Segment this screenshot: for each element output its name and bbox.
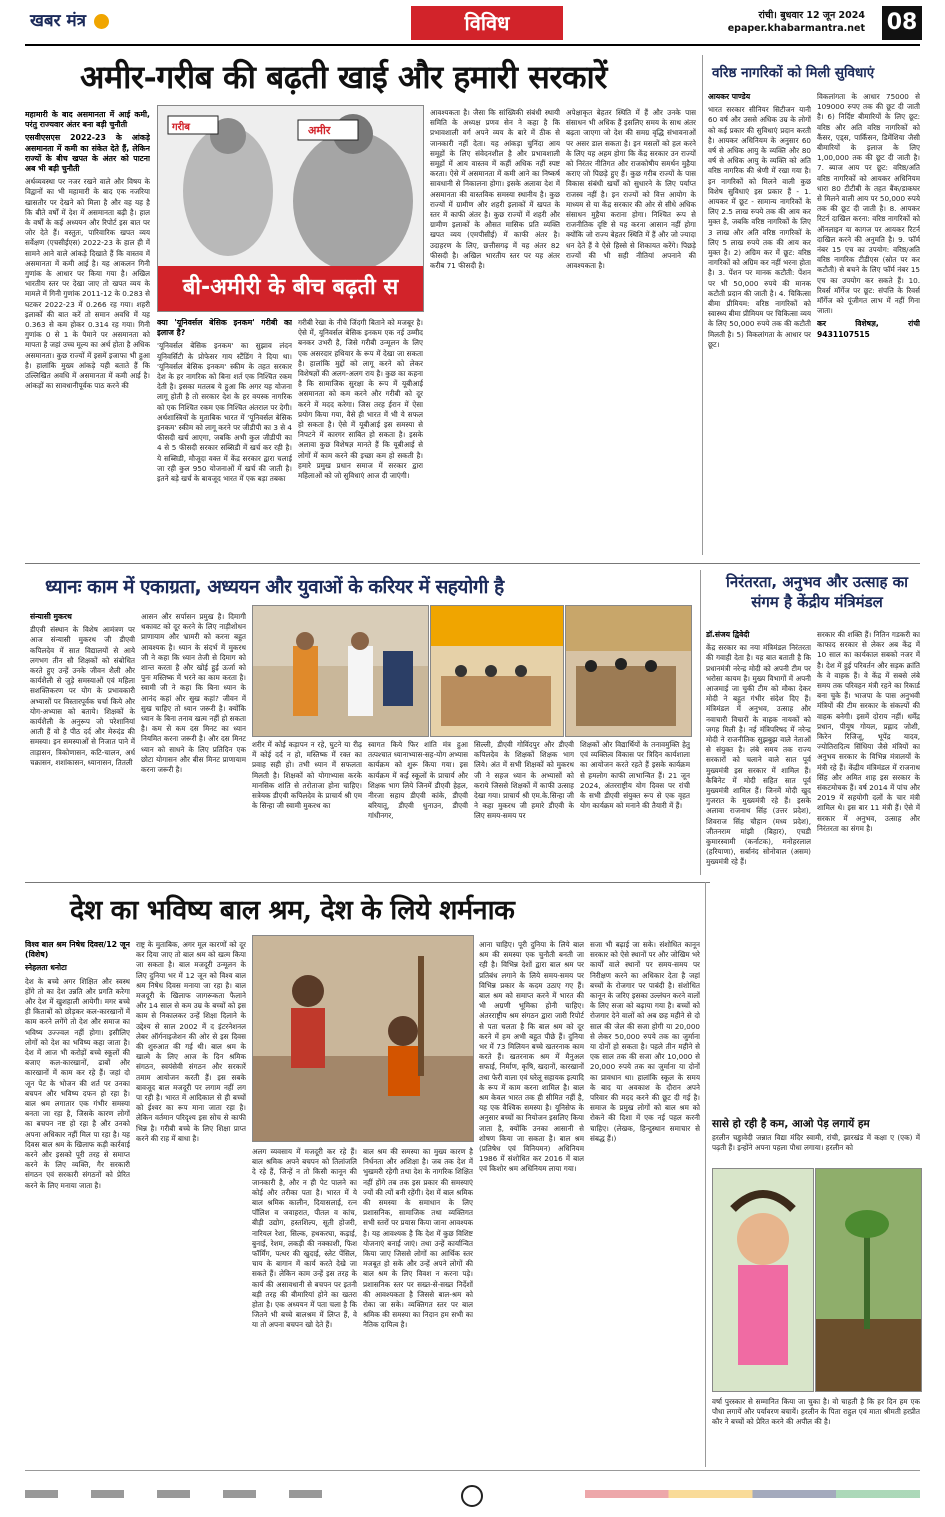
header-rule: [25, 44, 920, 46]
story3-col5-text: आना चाहिए। पूरी दुनिया के लिये बाल श्रम की समस्या एक चुनौती बनती जा रही है। विभिन्न देशों द्वारा बाल श्रम पर प्रतिबंध लगाने के लिये समय-समय पर विभिन्न प्रकार के कदम उठाए गए हैं। बाल श्रम को समाप्त करने में भारत की भी अग्रणी भूमिका होनी चाहिए। अंतरराष्ट्रीय श्रम संगठन द्वारा जारी रिपोर्ट से पता चलता है कि बाल श्रम को दूर करने में हम अभी बहुत पीछे हैं। दुनिया भर में 73 मिलियन बच्चे खतरनाक काम करते हैं। खतरनाक श्रम में मैनुअल सफाई, निर्माण, कृषि, खदानों, कारखानों तथा फेरी वाला एवं घरेलू सहायक इत्यादि के रूप में काम करना शामिल है। बाल श्रम केवल भारत तक ही सीमित नहीं है, यह एक वैश्विक समस्या है। यूनिसेफ के अनुसार बच्चों का नियोजन इसलिए किया जाता है, क्योंकि उनका आसानी से शोषण किया जा सकता है। बाल श्रम (प्रतिषेध एवं विनियमन) अधिनियम 1986 में संशोधित कर 2016 में बाल एवं किशोर श्रम अधिनियम लाया गया।: [479, 940, 584, 1174]
sidebar2-colB: [817, 630, 920, 875]
story1-deck2: एसवीएसएस 2022-23 के आंकड़े असमानता में कमी का संकेत देते हैं, लेकिन राज्यों के बीच खपत के अंतर को पाटना अब भी बड़ी चुनौती: [25, 133, 150, 174]
story3-headline: देश का भविष्य बाल श्रम, देश के लिये शर्मनाक: [70, 895, 515, 926]
story1-col5-text: अपेक्षाकृत बेहतर स्थिति में हैं और उनके पास संसाधन भी अधिक हैं इसलिए समय के साथ अंतर बढ़ता जाएगा जो देश की समग्र वृद्धि संभावनाओं पर असर डाल सकता है। इन मसलों को हल करने के लिए यह अहम होगा कि केंद्र सरकार उन राज्यों को निरंतर नीतिगत और राजकोषीय समर्थन मुहैया कराए जो पिछड़े हुए हैं। कुछ गरीब राज्यों के पास विकास संबंधी खर्चों को सुधारने के लिए पर्याप्त राजस्व नहीं है। इन राज्यों को वित्त आयोग के माध्यम से या केंद्र सरकार की ओर से सीधे अधिक संसाधन मुहैया कराना होगा। निश्चित रूप से राजनीतिक दृष्टि से यह करना आसान नहीं होगा क्योंकि जो राज्य बेहतर स्थिति में हैं और जो ज्यादा धन देते हैं वे ऐसे हिस्से से शिकायत करेंगे। पिछड़े राज्यों की भी सही नीतियां अपनाने की आवश्यकता है।: [566, 108, 696, 271]
story3-col2: [136, 940, 246, 1465]
story2-photo-seminar: [252, 605, 429, 737]
sidebar2-colB-text: सरकार की शक्ति हैं। नितिन गडकरी का काफाद सरकार से लेकर अब केंद्र में 10 साल का कार्यकाल सबको नजर में है। देश में हुई परिवर्तन और सड़क क्रांति के वे वाहक हैं। वे केंद्र में सबसे लंबे समय तक परिवहन मंत्री रहने का रिकार्ड बना चुके हैं। भाजपा के पास अनुभवी मंत्रियों की टीम सरकार के संकल्पों की वाहक बनेगी। इसमें दोराय नहीं। धर्मेंद्र प्रधान, पीयूष गोयल, प्रह्लाद जोशी, किरेन रिजिजू, भूपेंद्र यादव, ज्योतिरादित्य सिंधिया जैसे मंत्रियों का अनुभव सरकार के विभिन्न मंत्रालयों के मंत्री रहे हैं। केंद्रीय मंत्रिमंडल में राजनाथ सिंह और अमित शाह इस सरकार के संकटमोचक हैं। वर्ष 2014 में पांच और 2019 में सहयोगी दलों के चार मंत्री शामिल थे। इस बार 11 मंत्री हैं। ऐसे में सरकार में अनुभव, उत्साह और निरंतरता का संगम है।: [817, 630, 920, 833]
child-labour-photo-illustration: [253, 936, 473, 1141]
story3-col3-text: अलग व्यवसाय में मजदूरी कर रहे हैं। बाल श्रमिक अपने बचपन को तिलांजलि दे रहे हैं, जिन्हें न तो किसी कानून की जानकारी है, और न ही पेट पालने का कोई और तरीका पता है। भारत में ये बाल श्रमिक कालीन, दियासलाई, रत्न पॉलिश व जवाहरात, पीतल व कांच, बीड़ी उद्योग, हस्तशिल्प, सूती होजरी, नारियल रेशा, सिल्क, हथकरघा, कढ़ाई, बुनाई, रेशम, लकड़ी की नक्काशी, फिश फॉर्मिंग, पत्थर की खुदाई, स्लेट पेंसिल, चाय के बागान में कार्य करते देखे जा सकते हैं। लेकिन काम उन्हें इस तरह के कार्य की असावधानी से बचपन पर इतनी बड़ी तरह की बीमारियां होने का खतरा होता है। एक अध्ययन में पता चला है कि जितने भी बच्चे बालश्रम में लिप्त हैं, वे या तो अपना बचपन खो देते हैं।: [252, 1147, 357, 1330]
seminar-photo-illustration: [253, 606, 428, 736]
logo: [30, 8, 140, 36]
section-tag: [411, 6, 563, 40]
sidebar1-signature: कर विशेषज्ञ, रांची 9431107515: [817, 319, 920, 339]
story3-col6: [590, 940, 700, 1465]
cartoon-tag-rich: अमीर: [308, 124, 331, 137]
registration-target-icon: [461, 1485, 483, 1507]
story2-col6-text: शिक्षकों और विद्यार्थियों के तनावमुक्ति हेतु एवं व्यक्तित्व विकास पर त्रिदिन कार्यशाला का आयोजन करते रहते हैं इसके कार्यक्रम से हमलोग काफी लाभान्वित हैं। 21 जून 2024, अंतरराष्ट्रीय योग दिवस पर रांची के सभी डीएवी संयुक्त रूप से एक वृहत योग कार्यक्रम को मनाने की तैयारी में हैं।: [580, 740, 690, 811]
story1-col2-text: 'यूनिवर्सल बेसिक इनकम' का सुझाव लंदन यूनिवर्सिटी के प्रोफेसर गाय स्टैंडिंग ने दिया था। 'यूनिवर्सल बेसिक इनकम' स्कीम के तहत सरकार देश के हर नागरिक को बिना शर्त एक निश्चित रकम देती है। इसका मतलब ये हुआ कि अगर यह योजना लागू होती है तो सरकार देश के हर वयस्क नागरिक को एक निश्चित रकम एक निश्चित अंतराल पर देगी। अर्थशास्त्रियों के मुताबिक भारत में 'यूनिवर्सल बेसिक इनकम' स्कीम को लागू करने पर जीडीपी का 3 से 4 फीसदी खर्च आएगा, जबकि अभी कुल जीडीपी का 4 से 5 फीसदी सरकार सब्सिडी में खर्च कर रही है। ये सब्सिडी, मौजूदा वक्त में केंद्र सरकार द्वारा चलाई जा रही कुल 950 योजनाओं में खर्च की जाती है। इतने बड़े खर्च के बावजूद भारत में एक बड़ा तबका: [157, 341, 292, 484]
story2-col2-text: आसन और सर्पासन प्रमुख है। दिमागी थकावट को दूर करने के लिए नाड़ीशोधन प्राणायाम और भ्रामरी को करना बहुत आवश्यक है। ध्यान के संदर्भ में मुकरथ जी ने कहा कि ध्यान तेजी से दिमाग को शान्त करता है और खोई हुई ऊर्जा को पुनः मस्तिष्क में भरने का काम करता है। स्वामी जी ने कहा कि बिना ध्यान के आनंद कहां और सुख कहां? जीवन में सुख चाहिए तो ध्यान जरूरी है। क्योंकि ध्यान के बिना तनाव खत्म नहीं हो सकता है। कम से कम दस मिनट का ध्यान नियमित करना जरूरी है। और दस मिनट ध्यान को साधने के लिए प्रतिदिन एक छोटा योगासन और बीस मिनट प्राणायाम करना जरूरी है।: [141, 612, 246, 775]
sidebar3-text: [712, 1133, 920, 1165]
sidebar3-caption-text: वर्षा पुरस्कार से सम्मानित किया जा चुका है। वो चाहती है कि हर दिन हम एक पौधा लगायें और पर्यावरण बचायें। हरलीन के पिता राहुल एवं माता श्रीमती हरप्रीत कौर ने बच्चों को प्रेरित करने की अपील की है।: [712, 1397, 920, 1427]
story2-headline: ध्यानः काम में एकाग्रता, अध्ययन और युवाओं के करियर में सहयोगी है: [45, 576, 504, 598]
sidebar3-headline: सासे हो रही है कम, आओ पेड़ लगायें हम: [712, 1118, 870, 1130]
sidebar2-colA-text: केंद्र सरकार का नया मंत्रिमंडल निरंतरता की गवाही देता है। यह बात बताती है कि प्रधानमंत्री नरेन्द्र मोदी को अपनी टीम पर भरोसा कायम है। मुख्य विभागों में अपनी आजमाई जा चुकी टीम को मौका देकर मोदी ने बहुत गंभीर संदेश दिए हैं। मंत्रिमंडल में अनुभव, उत्साह और नवाचारी विचारों के वाहक नायकों को जगह मिली है। नई मंत्रिपरिषद में नरेन्द्र मोदी ने राजनीतिक सुझबुझ वाले नेताओं से संयुक्त है। लंबे समय तक राज्य सरकारों को चलाने वाले सात पूर्व मुख्यमंत्री इस सरकार में शामिल हैं। कैबिनेट में मोदी सहित सात पूर्व मुख्यमंत्री शामिल हैं। जिनमें मोदी खुद गुजरात के मुख्यमंत्री रहे हैं। इसके अलावा राजनाथ सिंह (उत्तर प्रदेश), शिवराज सिंह चौहान (मध्य प्रदेश), जीतनराम मांझी (बिहार), एचडी कुमारस्वामी (कर्नाटक), मनोहरलाल (हरियाणा), सर्बानंद सोनोवाल (असम) मुख्यमंत्री रहे हैं।: [706, 643, 811, 867]
sidebar1-divider: [702, 55, 703, 555]
story2-col6: [580, 740, 690, 870]
story3-col1: [25, 940, 130, 1465]
sidebar3-photo-girl: [712, 1168, 814, 1392]
story3-col4-text: बाल श्रम की समस्या का मुख्य कारण है निर्धनता और अशिक्षा है। जब तक देश में भुखमरी रहेगी तथा देश के नागरिक शिक्षित नहीं होंगे तब तक इस प्रकार की समस्याएं ज्यों की त्यों बनी रहेंगी। देश में बाल श्रमिक की समस्या के समाधान के लिए प्रशासनिक, सामाजिक तथा व्यक्तिगत सभी स्तरों पर प्रयास किया जाना आवश्यक है। यह आवश्यक है कि देश में कुछ विशिष्ट योजनाएं बनाई जाएं। तथा उन्हें कार्यान्वित किया जाए जिससे लोगों का आर्थिक स्तर मजबूत हो सके और उन्हें अपने लोगों की बाल श्रम के लिए विवश न करना पड़े। प्रशासनिक स्तर पर सख्त-से-सख्त निर्देशों की आवश्यकता है जिससे बाल-श्रम को रोका जा सके। व्यक्तिगत स्तर पर बाल श्रमिक की समस्या का निदान हम सभी का नैतिक दायित्व है।: [363, 1147, 473, 1330]
story2-col2: [141, 612, 246, 870]
sidebar2-colA: [706, 630, 811, 875]
story1-deck: महामारी के बाद असमानता में आई कमी, परंतु राज्यवार अंतर बना बड़ी चुनौती: [25, 110, 150, 130]
story2-col3: [252, 740, 362, 870]
section-label: विविध: [464, 11, 510, 35]
story2-col4: [368, 740, 468, 870]
page-number: [882, 6, 922, 40]
story3-col4: [363, 1147, 473, 1465]
sidebar1-author: आयकर पाण्डेय: [708, 92, 751, 101]
story3-occasion: विश्व बाल श्रम निषेध दिवस/12 जून (विशेष): [25, 940, 130, 960]
story2-col5: [474, 740, 574, 870]
story2-col1-text: डीएवी संस्थान के विशेष आमंत्रण पर आज संन्यासी मुकरथ जी डीएवी कपिलदेव में सात विद्यालयों से आये लगभग तीन सौ शिक्षकों को संबोधित करते हुए उन्हें उनके जीवन शैली और कार्यशैली से जुड़े समस्याओं एवं महिला सशक्तिकरण पर योग के प्रभावकारी अभ्यासों पर विस्तारपूर्वक चर्चा किये और योग-अभ्यास को बताये। शिक्षकों के कार्यशैली के अनुरूप जो परेशानियां आती हैं वो है पीठ दर्द और मेरुदंड की समस्या। इन समस्याओं से निजात पाने में ताड़ासन, त्रिकोणासन, कटि-चालन, अर्ध चक्रासन, शशांकासन, ध्यानासन, तितली: [30, 625, 135, 767]
color-bar-left: [25, 1490, 355, 1498]
sidebar3-divider: [705, 882, 706, 1467]
story1-col3: [298, 318, 423, 553]
story1-subheadline: क्या 'यूनिवर्सल बेसिक इनकम' गरीबी का इलाज है?: [157, 318, 292, 338]
yoga-group-photo-illustration: [566, 606, 691, 736]
planting-photo-illustration: [816, 1169, 921, 1391]
dateline: रांची। बुधवार 12 जून 2024: [758, 10, 865, 21]
story1-cartoon-image: [157, 105, 424, 312]
story3-col2-text: राष्ट्र के मुताबिक, अगर मूल कारणों को दूर कर दिया जाए तो बाल श्रम को खत्म किया जा सकता है। बाल मजदूरी उन्मूलन के लिए दुनिया भर में 12 जून को विश्व बाल श्रम निषेध दिवस मनाया जा रहा है। बाल मजदूरी के खिलाफ जागरूकता फैलाने और 14 साल से कम उम्र के बच्चों को इस काम से निकालकर उन्हें शिक्षा दिलाने के उद्देश्य से साल 2002 में द इंटरनेशनल लेबर ऑर्गनाइजेशन की ओर से इस दिवस की शुरुआत की गई थी। बाल श्रम के खात्मे के लिए आज के दिन श्रमिक संगठन, स्वयंसेवी संगठन और सरकारें तमाम आयोजन करती हैं। इस सबके बावजूद बाल मजदूरी पर लगाम नहीं लग पा रही है। भारत में आदिकाल से ही बच्चों को ईश्वर का रूप माना जाता रहा है। लेकिन वर्तमान परिदृश्य इस सोच से काफी भिन्न है। गरीबी बच्चे के लिए शिक्षा प्राप्त करने की राह में बाधा है।: [136, 940, 246, 1143]
story1-headline: अमीर-गरीब की बढ़ती खाई और हमारी सरकारें: [80, 58, 607, 96]
sidebar3-photo-planting: [815, 1168, 922, 1392]
logo-text: खबर मंत्र: [30, 11, 87, 31]
story3-col6-text: सजा भी बढ़ाई जा सके। संशोधित कानून सरकार को ऐसे स्थानों पर और जोखिम भरे कार्यों वाले स्थानों पर समय-समय पर निरीक्षण करने का अधिकार देता है जहां बच्चों के रोजगार पर पाबंदी है। संशोधित कानून के जरिए इसका उल्लंघन करने वालों के लिए सजा को बढ़ाया गया है। बच्चों को रोजगार देने वालों को अब छह महीने से दो साल की जेल की सजा होगी या 20,000 से लेकर 50,000 रुपये तक का जुर्माना या दोनों हो सकता है। पहले तीन महीने से एक साल तक की सजा और 10,000 से 20,000 रुपये तक का जुर्माना या दोनों का प्रावधान था। हालांकि स्कूल के समय के बाद या अवकाश के दौरान अपने परिवार की मदद करने की छूट दी गई है। समाज के प्रमुख लोगों को बाल श्रम को रोकने की दिशा में एक नई पहल करनी चाहिए। (लेखक, हिन्दुस्थान समाचार से संबद्ध हैं।): [590, 940, 700, 1143]
story2-col3-text: शरीर में कोई कड़ापन न रहे, घुटने या रीढ़ में कोई दर्द न हो, मस्तिष्क में रक्त का प्रवाह सही हो। तभी ध्यान में सफलता मिलती है। शिक्षकों को योगाभ्यास करके मानसिक शांति से तरोताजा होना चाहिए। सत्रेयक डीएवी कपिलदेव के प्राचार्य श्री एम के सिन्हा जी स्वामी मुकरथ का: [252, 740, 362, 811]
story1-col1-text: अर्थव्यवस्था पर नजर रखने वाले और विषय के विद्वानों का भी महामारी के बाद एक नजरिया खासतौर पर देखने को मिला है और वह यह है कि बीते वर्षों में देश में असमानता बढ़ी है। हाल के वर्षों के कई अध्ययन और रिपोर्ट इस बात पर जोर देते हैं। वस्तुतः, पारिवारिक खपत व्यय सर्वेक्षण (एचसीईएस) 2022-23 के हाल ही में सामने आने वाले आंकड़े दिखाते हैं कि वास्तव में असमानता में कमी आई है। यह आकलन गिनी गुणांक के आधार पर किया गया है। अखिल भारतीय स्तर पर देखा जाए तो खपत व्यय के मामले में गिनी गुणांक 2011-12 के 0.283 से घटकर 2022-23 में 0.266 रह गया। शहरी इलाकों की बात करें तो समान अवधि में यह 0.363 से कम होकर 0.314 रह गया। गिनी गुणांक 0 से 1 के पैमाने पर असमानता को मापता है जहां उच्च मूल्य का अर्थ होता है अधिक असमानता। कुछ राज्यों में इसमें इजाफा भी हुआ है। हालांकि मुख्य आंकड़े यही बताते हैं कि उल्लिखित अवधि में असमानता में कमी आई है। आंकड़ों का सावधानीपूर्वक पाठ करने की: [25, 177, 150, 391]
story2-col1: [30, 612, 135, 870]
logo-badge-icon: [94, 14, 109, 29]
yoga-hall-photo-illustration: [431, 606, 563, 736]
story3-col1-text: देश के बच्चे अगर शिक्षित और स्वस्थ होंगे तो का देश उन्नति और प्रगति करेगा और देश में खुशहाली आयेगी। मगर बच्चे ही किताबों को छोड़कर कल-कारखानों में काम करने लगेंगे तो देश और समाज का भविष्य उज्ज्वल नहीं होगा। इसीलिए लोगों को देश का भविष्य कहा जाता है। देश में आज भी करोड़ों बच्चे स्कूलों की बजाए कल-कारखानों, ढाबों और कारखानों में काम कर रहे हैं। जहां दो जून पेट के भोजन की शर्त पर उनका बचपन और भविष्य दफन हो रहा है। बाल श्रम लगातार एक गंभीर समस्या बनता जा रहा है, जिसके कारण लोगों का बचपन नष्ट हो रहा है और उनको अपना अधिकार नहीं मिल पा रहा है। यह दिवस बाल श्रम के खिलाफ कड़ी कार्रवाई करने और इसको पूरी तरह से समाप्त करने के लिए व्यक्ति, गैर सरकारी संगठन एवं सरकारी संगठनों को प्रेरित करने के लिए मनाया जाता है।: [25, 976, 130, 1190]
sidebar1-colB-text: विकलांगता के आधार 75000 से 109000 रुपए तक की छूट दी जाती है। 6) निर्दिष्ट बीमारियों के लिए छूट: वरिष्ठ और अति वरिष्ठ नागरिकों को कैंसर, एड्स, पार्किंसन, डिमेंशिया जैसी बीमारियों के इलाज के लिए 1,00,000 तक की छूट दी जाती है। 7. ब्याज आय पर छूट: वरिष्ठ/अति वरिष्ठ नागरिकों को आयकर अधिनियम धारा 80 टीटीबी के तहत बैंक/डाकघर से मिलने वाली आय पर 50,000 रुपये तक की छूट दी जाती है। 8. आयकर रिटर्न दाखिल करना: वरिष्ठ नागरिकों को ऑनलाइन या कागज पर आयकर रिटर्न दाखिल करने की अनुमति है। 9. फॉर्म नंबर 15 एच का उपयोग: वरिष्ठ/अति वरिष्ठ नागरिक टीडीएस (स्रोत पर कर कटौती) से बचने के लिए फॉर्म नंबर 15 एच का उपयोग कर सकते हैं। 10. रिवर्स मॉर्गेज पर छूट: संपत्ति के रिवर्स मॉर्गेज को पूंजीगत लाभ में नहीं गिना जाता।: [817, 92, 920, 316]
story1-deck-col: [25, 110, 150, 550]
sidebar1-colB: [817, 92, 920, 552]
sidebar2-headline: निरंतरता, अनुभव और उत्साह का संगम है केंद्रीय मंत्रिमंडल: [725, 573, 909, 611]
section-rule-2: [25, 882, 710, 883]
story1-col3-text: गरीबी रेखा के नीचे जिंदगी बिताने को मजबूर है। ऐसे में, यूनिवर्सल बेसिक इनकम एक नई उम्मीद बनकर उभरी है, जिसे गरीबी उन्मूलन के लिए एक असरदार हथियार के रूप में देखा जा सकता है। हालांकि मुद्दों को लागू करने को लेकर विशेषज्ञों की अलग-अलग राय है। कुछ का कहना है कि सामाजिक सुरक्षा के रूप में यूबीआई असमानता को कम करने और गरीबी को दूर करने में मदद करेगा। जिस तरह ईरान में ऐसा प्रयोग किया गया, वैसे ही भारत में भी ये सफल हो सकता है। ऐसे में यूबीआई इस समस्या से निपटने में कारगर साबित हो सकता है। इसके अलावा कुछ विशेषज्ञ मानते हैं कि यूबीआई से लोगों में काम करने की इच्छा कम हो सकती है। हमारे प्रमुख प्रधान समाज में सरकार द्वारा महिलाओं को जो सुविधाएं आज दी जाएंगी।: [298, 318, 423, 481]
cartoon-tag-poor: गरीब: [172, 122, 191, 133]
masthead: [0, 0, 945, 44]
story3-col3: [252, 1147, 357, 1465]
website-link[interactable]: epaper.khabarmantra.net: [727, 23, 865, 34]
sidebar3-text-content: हरलीन चड्ढावेदी जन्नात विद्या मंदिर स्वामी, रांची, झारखंड में कक्षा ए (एक) में पढ़ती हैं। इन्होंने अपना पहला पौधा लगाया। हरलीन को: [712, 1133, 920, 1153]
page-number-text: 08: [886, 10, 918, 35]
story3-col5: [479, 940, 584, 1465]
story3-author: स्नेहलता धनोटा: [25, 963, 67, 973]
sidebar3-caption: [712, 1397, 920, 1465]
sidebar1-colA-text: भारत सरकार सीनियर सिटीजन यानी 60 वर्ष और उससे अधिक उम्र के लोगों को कई प्रकार की सुविधाएं प्रदान करती है। आयकर अधिनियम के अनुसार 60 वर्ष से अधिक आयु के व्यक्ति और 80 वर्ष से अधिक आयु के व्यक्ति को अति वरिष्ठ नागरिक की श्रेणी में रखा गया है। इन नागरिकों को मिलने वाली कुछ विशेष सुविधाएं इस प्रकार हैं - 1. आयकर में छूट - सामान्य नागरिकों के लिए 2.5 लाख रुपये तक की आय कर मुक्त है, जबकि वरिष्ठ नागरिकों के लिए 3 लाख और अति वरिष्ठ नागरिकों के लिए 5 लाख रुपये तक की आय कर मुक्त है। 2) अग्रिम कर में छूट: वरिष्ठ नागरिकों को अग्रिम कर नहीं भरना होता है। 3. पेंशन पर मानक कटौती: पेंशन पर भी 50,000 रुपये की मानक कटौती प्रदान की जाती है। 4. चिकित्सा बीमा प्रीमियम: वरिष्ठ नागरिकों को स्वास्थ्य बीमा प्रीमियम पर चिकित्सा व्यय के लिए 50,000 रुपये तक की कटौती मिलती है। 5) विकलांगता के आधार पर छूट।: [708, 105, 811, 349]
sidebar2-divider: [700, 570, 701, 875]
registration-marks: [25, 1485, 920, 1505]
story1-col4: [430, 108, 560, 553]
footer-rule: [25, 1470, 920, 1471]
story2-col5-text: सिल्ली, डीएवी गोविंदपुर और डीएवी कपिलदेव के शिक्षकों शिक्षक भाग लिये। अंत में सभी शिक्षकों को मुकरथ जी ने सहज ध्यान के अभ्यासों को कराये जिससे शिक्षकों में काफी उत्साह देखा गया। प्राचार्य श्री एम.के.सिन्हा जी ने कहा मुकरथ जी हमारे डीएवी के लिए समय-समय पर: [474, 740, 574, 821]
story2-photo-yoga-group: [565, 605, 692, 737]
sidebar2-author: डॉ.संजय द्विवेदी: [706, 630, 750, 639]
cartoon-banner: बी-अमीरी के बीच बढ़ती स: [182, 275, 399, 300]
dateline-block: [705, 8, 865, 34]
story2-author: संन्यासी मुकरथ: [30, 612, 72, 621]
story2-col4-text: स्वागत किये फिर शांति मंत्र हुआ तत्पश्चात ध्यानाभ्यास-सह-योग अभ्यास कार्यक्रम को शुरू किया गया। इस कार्यक्रम में कई स्कूलों के प्राचार्य और शिक्षक भाग लिये जिनमें डीएवी हेहल, नीरजा सहाय डीएवी कांके, डीएवी बरियातू, डीएवी धुनाउन, डीएवी गांधीनगर,: [368, 740, 468, 821]
story1-col4-text: आवश्यकता है। जैसा कि सांख्यिकी संबंधी स्थायी समिति के अध्यक्ष प्रणव सेन ने कहा है कि प्रभावशाली वर्ग अपने व्यय के बारे में ठीक से जानकारी नहीं देता। यह आंकड़ा चुनिंदा आय समूहों के लिए संवेदनशील है और प्रभावशाली समूहों में आय वास्तव में कहीं अधिक नहीं स्पष्ट करता। ऐसे में असमानता में कमी आने का निष्कर्ष सावधानी से निकालना होगा। इसके अलावा देश में असमानता की वास्तविक समस्या स्थानीय है। कुछ राज्यों में ग्रामीण और शहरी इलाकों में खपत के स्तर में काफी अंतर है। कुछ राज्यों में शहरी और ग्रामीण इलाकों के औसत मासिक प्रति व्यक्ति खपत व्यय (एमपीसीई) में काफी अंतर है। उदाहरण के लिए, छत्तीसगढ़ में यह अंतर 82 फीसदी है। अखिल भारतीय स्तर पर यह अंतर करीब 71 फीसदी है।: [430, 108, 560, 271]
sidebar1-colA: [708, 92, 811, 552]
girl-photo-illustration: [713, 1169, 813, 1391]
story3-photo-child-labour: [252, 935, 474, 1142]
color-bar-right: [585, 1490, 920, 1498]
section-rule-1: [25, 563, 920, 564]
story1-col2: [157, 318, 292, 553]
story2-photo-yoga-hall: [430, 605, 564, 737]
story1-col5: [566, 108, 696, 553]
sidebar1-headline: वरिष्ठ नागरिकों को मिली सुविधाएं: [712, 65, 875, 81]
